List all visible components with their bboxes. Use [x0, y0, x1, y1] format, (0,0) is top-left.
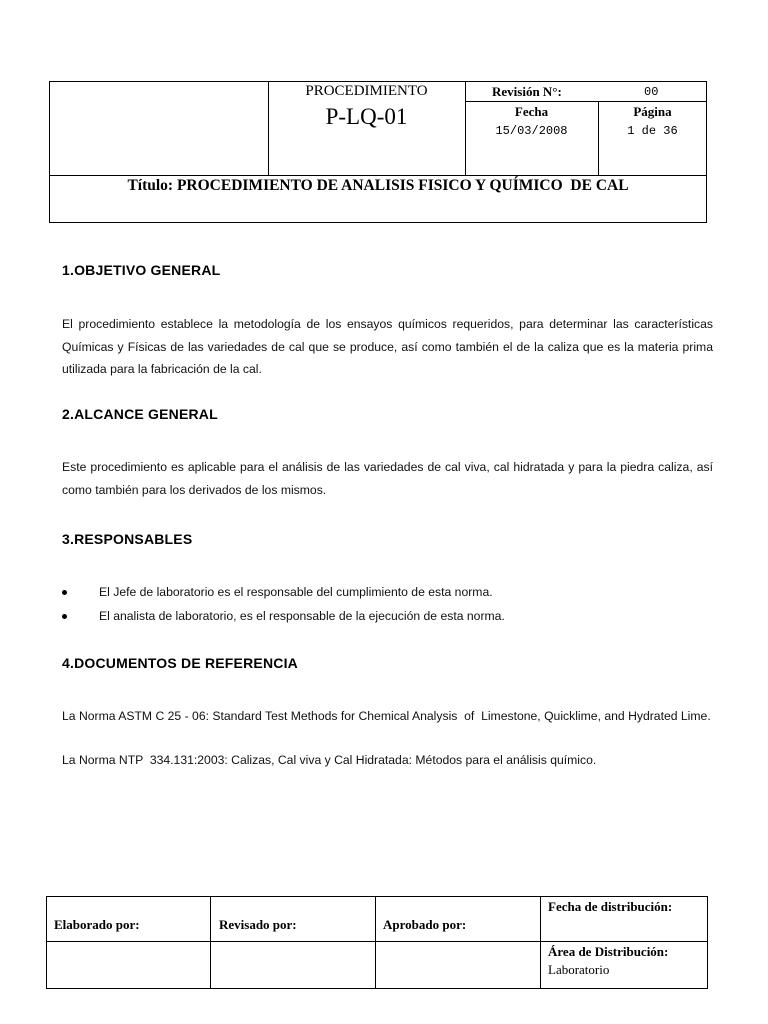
header-table [49, 81, 707, 223]
pagina-value: 1 de 36 [627, 124, 678, 138]
area-distribucion-value: Laboratorio [548, 962, 610, 977]
revision-value: 00 [644, 85, 659, 99]
section-heading-documentos: 4.DOCUMENTOS DE REFERENCIA [62, 655, 298, 671]
header-rule-revision [465, 101, 707, 102]
fecha-value: 15/03/2008 [495, 124, 568, 138]
section-heading-objetivo: 1.OBJETIVO GENERAL [62, 262, 221, 278]
footer-divider-1 [210, 896, 211, 989]
section-heading-responsables: 3.RESPONSABLES [62, 531, 193, 547]
revision-label: Revisión N°: [492, 84, 562, 99]
bullet-icon [62, 614, 67, 619]
section-text-documentos-astm: La Norma ASTM C 25 - 06: Standard Test Methods for Chemical Analysis of Limestone, Quicklime, and Hydrated Lime. [62, 709, 711, 723]
doc-code: P-LQ-01 [325, 104, 408, 129]
section-text-objetivo: El procedimiento establece la metodología de los ensayos químicos requeridos, para determinar las características Químicas y Físicas de las variedades de cal que se produce, así como también el de la caliza que es la materia prima utilizada para la fabricación de la cal. [62, 317, 713, 376]
list-item-text: El Jefe de laboratorio es el responsable del cumplimiento de esta norma. [99, 585, 493, 599]
aprobado-label: Aprobado por: [383, 917, 467, 932]
footer-rule [46, 941, 708, 942]
pagina-label: Página [633, 104, 672, 119]
doc-type-label: PROCEDIMIENTO [305, 83, 428, 99]
fecha-label: Fecha [514, 104, 549, 119]
footer-divider-3 [540, 896, 541, 989]
revisado-label: Revisado por: [219, 917, 297, 932]
section-text-documentos-ntp: La Norma NTP 334.131:2003: Calizas, Cal viva y Cal Hidratada: Métodos para el análisis químico. [62, 753, 597, 767]
section-text-alcance: Este procedimiento es aplicable para el análisis de las variedades de cal viva, cal hidratada y para la piedra caliza, así como también para los derivados de los mismos. [62, 460, 713, 497]
fecha-distribucion-label: Fecha de distribución: [548, 899, 673, 914]
header-rule-title [49, 175, 707, 176]
area-distribucion-label: Área de Distribución: [548, 944, 669, 959]
footer-divider-2 [375, 896, 376, 989]
document-title: Título: PROCEDIMIENTO DE ANALISIS FISICO Y QUÍMICO DE CAL [127, 177, 629, 194]
elaborado-label: Elaborado por: [54, 917, 140, 932]
section-heading-alcance: 2.ALCANCE GENERAL [62, 406, 218, 422]
list-item-text: El analista de laboratorio, es el responsable de la ejecución de esta norma. [99, 609, 505, 623]
bullet-icon [62, 590, 67, 595]
